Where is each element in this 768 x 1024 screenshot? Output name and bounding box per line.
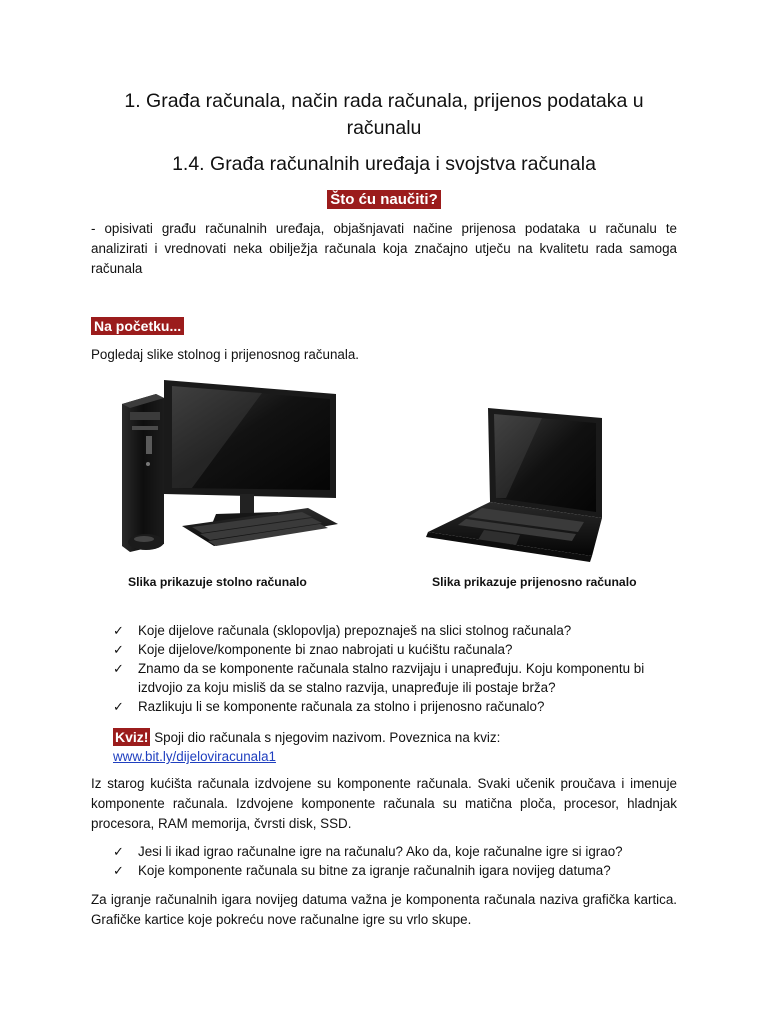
- start-heading: [91, 316, 184, 336]
- check-icon: ✓: [113, 642, 124, 657]
- question-text: Jesi li ikad igrao računalne igre na računalu? Ako da, koje računalne igre si igrao?: [138, 844, 623, 859]
- list-item: [113, 640, 677, 659]
- start-badge: Na početku...: [91, 317, 184, 335]
- list-item: [113, 621, 677, 640]
- desktop-caption: Slika prikazuje stolno računalo: [128, 575, 307, 589]
- question-text: Razlikuju li se komponente računala za stolno i prijenosno računalo?: [138, 699, 545, 714]
- components-paragraph: Iz starog kućišta računala izdvojene su komponente računala. Svaki učenik proučava i imenuje komponente računala. Izdvojene komponente računala su matična ploča, procesor, hladnjak procesora, RAM memorija, čvrsti disk, SSD.: [91, 776, 677, 831]
- question-text: Znamo da se komponente računala stalno razvijaju i unapređuju. Koju komponentu bi izdvojio za koju misliš da se stalno razvija, unapređuje ili postaje brža?: [138, 661, 645, 695]
- question-list-1: [113, 621, 677, 716]
- chapter-title-line1: 1. Građa računala, način rada računala, prijenos podataka u: [124, 90, 644, 112]
- check-icon: ✓: [113, 699, 124, 714]
- quiz-block: [113, 728, 677, 766]
- question-text: Koje komponente računala su bitne za igranje računalnih igara novijeg datuma?: [138, 863, 611, 878]
- desktop-computer-illustration: [112, 376, 340, 560]
- laptop-computer-image: [424, 404, 610, 564]
- quiz-link[interactable]: www.bit.ly/dijeloviracunala1: [113, 749, 276, 764]
- chapter-title-line2: računalu: [346, 117, 422, 139]
- check-icon: ✓: [113, 623, 124, 638]
- list-item: [113, 861, 677, 880]
- question-text: Koje dijelove računala (sklopovlja) prepoznaješ na slici stolnog računala?: [138, 623, 572, 638]
- check-icon: ✓: [113, 844, 124, 859]
- check-icon: ✓: [113, 863, 124, 878]
- graphics-card-paragraph: Za igranje računalnih igara novijeg datuma važna je komponenta računala naziva grafička kartica. Grafičke kartice koje pokreću nove računalne igre su vrlo skupe.: [91, 892, 677, 927]
- start-intro: Pogledaj slike stolnog i prijenosnog računala.: [91, 347, 359, 362]
- learn-text: - opisivati građu računalnih uređaja, objašnjavati načine prijenosa podataka u računalu te analizirati i vrednovati neka obilježja računala koja značajno utječu na kvalitetu rada samoga računala: [91, 221, 677, 276]
- chapter-title: [90, 88, 678, 142]
- quiz-text: Spoji dio računala s njegovim nazivom. Poveznica na kviz:: [154, 730, 501, 745]
- laptop-caption: Slika prikazuje prijenosno računalo: [432, 575, 637, 589]
- check-icon: ✓: [113, 661, 124, 676]
- learn-badge: Što ću naučiti?: [327, 190, 441, 209]
- laptop-computer-illustration: [424, 404, 610, 564]
- list-item: [113, 697, 677, 716]
- list-item: [113, 842, 677, 861]
- question-list-2: [113, 842, 677, 880]
- section-title: 1.4. Građa računalnih uređaja i svojstva računala: [172, 153, 596, 175]
- question-text: Koje dijelove/komponente bi znao nabrojati u kućištu računala?: [138, 642, 513, 657]
- list-item: [113, 659, 677, 697]
- desktop-computer-image: [112, 376, 340, 560]
- quiz-badge: Kviz!: [115, 729, 149, 745]
- learn-heading: [0, 189, 768, 210]
